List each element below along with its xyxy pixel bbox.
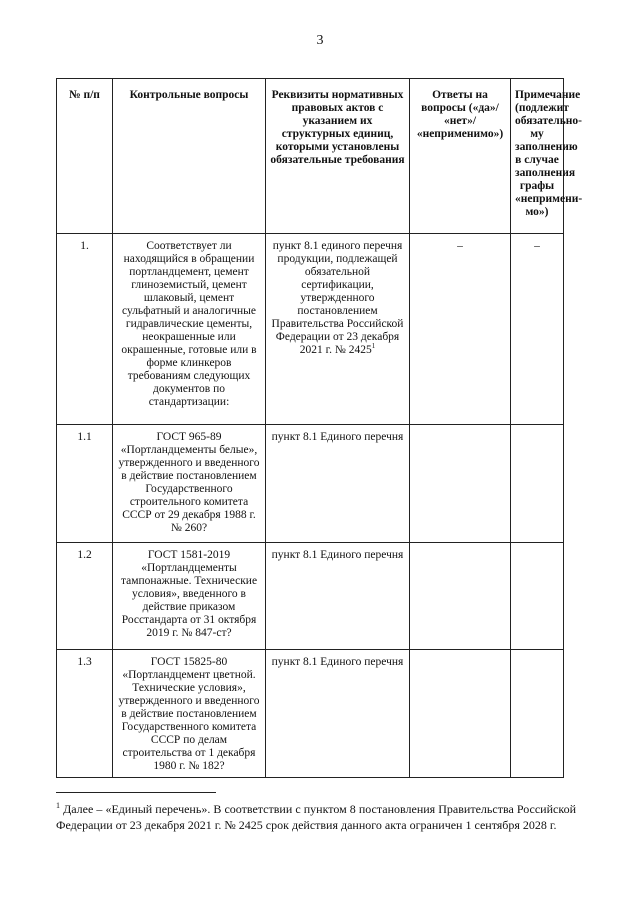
- row-answer: [410, 650, 511, 778]
- header-number: № п/п: [57, 79, 113, 234]
- table-row: [57, 425, 564, 543]
- row-answer: –: [410, 234, 511, 425]
- header-answers: Ответы на вопросы («да»/ «нет»/ «неприменимо»): [410, 79, 511, 234]
- row-note: [511, 425, 564, 543]
- row-answer: [410, 425, 511, 543]
- row-note: [511, 650, 564, 778]
- footnote-separator: [56, 792, 216, 793]
- header-requisites: Реквизиты нормативных правовых актов с указанием их структурных единиц, которыми установлены обязательные требования: [266, 79, 410, 234]
- row-answer: [410, 543, 511, 650]
- footnote: [56, 801, 576, 833]
- table-row: [57, 234, 564, 425]
- header-questions: Контрольные вопросы: [113, 79, 266, 234]
- row-number: 1.1: [57, 425, 113, 543]
- row-number: 1.2: [57, 543, 113, 650]
- row-question: ГОСТ 15825-80 «Портландцемент цветной. Технические условия», утвержденного и введенного в действие постановлением Государственного комитета СССР по делам строительства от 1 декабря 1980 г. № 182?: [113, 650, 266, 778]
- row-question: Соответствует ли находящийся в обращении портландцемент, цемент глиноземистый, цемент шлаковый, цемент сульфатный и аналогичные гидравлические цементы, неокрашенные или окрашенные, готовые или в форме клинкеров требованиям следующих документов по стандартизации:: [113, 234, 266, 425]
- row-note: [511, 543, 564, 650]
- checklist-table: [56, 78, 583, 778]
- row-requisites: [266, 234, 410, 425]
- row-requisites: пункт 8.1 Единого перечня: [266, 543, 410, 650]
- row-number: 1.: [57, 234, 113, 425]
- row-requisites: пункт 8.1 Единого перечня: [266, 650, 410, 778]
- footnote-ref: 1: [371, 342, 376, 351]
- row-requisites: пункт 8.1 Единого перечня: [266, 425, 410, 543]
- footnote-text: Далее – «Единый перечень». В соответствии с пунктом 8 постановления Правительства Российской Федерации от 23 декабря 2021 г. № 2425 срок действия данного акта ограничен 1 сентября 2028 г.: [56, 802, 576, 832]
- table-header-row: [57, 79, 564, 234]
- table-row: [57, 543, 564, 650]
- requisites-text: пункт 8.1 единого перечня продукции, подлежащей обязательной сертификации, утвержденного постановлением Правительства Российской Федерации от 23 декабря 2021 г. № 2425: [271, 240, 404, 356]
- row-question: ГОСТ 1581-2019 «Портландцементы тампонажные. Технические условия», введенного в действие приказом Росстандарта от 31 октября 2019 г. № 847-ст?: [113, 543, 266, 650]
- row-question: ГОСТ 965-89 «Портландцементы белые», утвержденного и введенного в действие постановлением Государственного строительного комитета СССР от 29 декабря 1988 г. № 260?: [113, 425, 266, 543]
- table-row: [57, 650, 564, 778]
- header-note: Примечание (подлежит обязательно-му заполнению в случае заполнения графы «непримени-мо»): [511, 79, 564, 234]
- footnote-marker: 1: [56, 801, 60, 810]
- page-number: 3: [316, 33, 324, 48]
- row-note: –: [511, 234, 564, 425]
- row-number: 1.3: [57, 650, 113, 778]
